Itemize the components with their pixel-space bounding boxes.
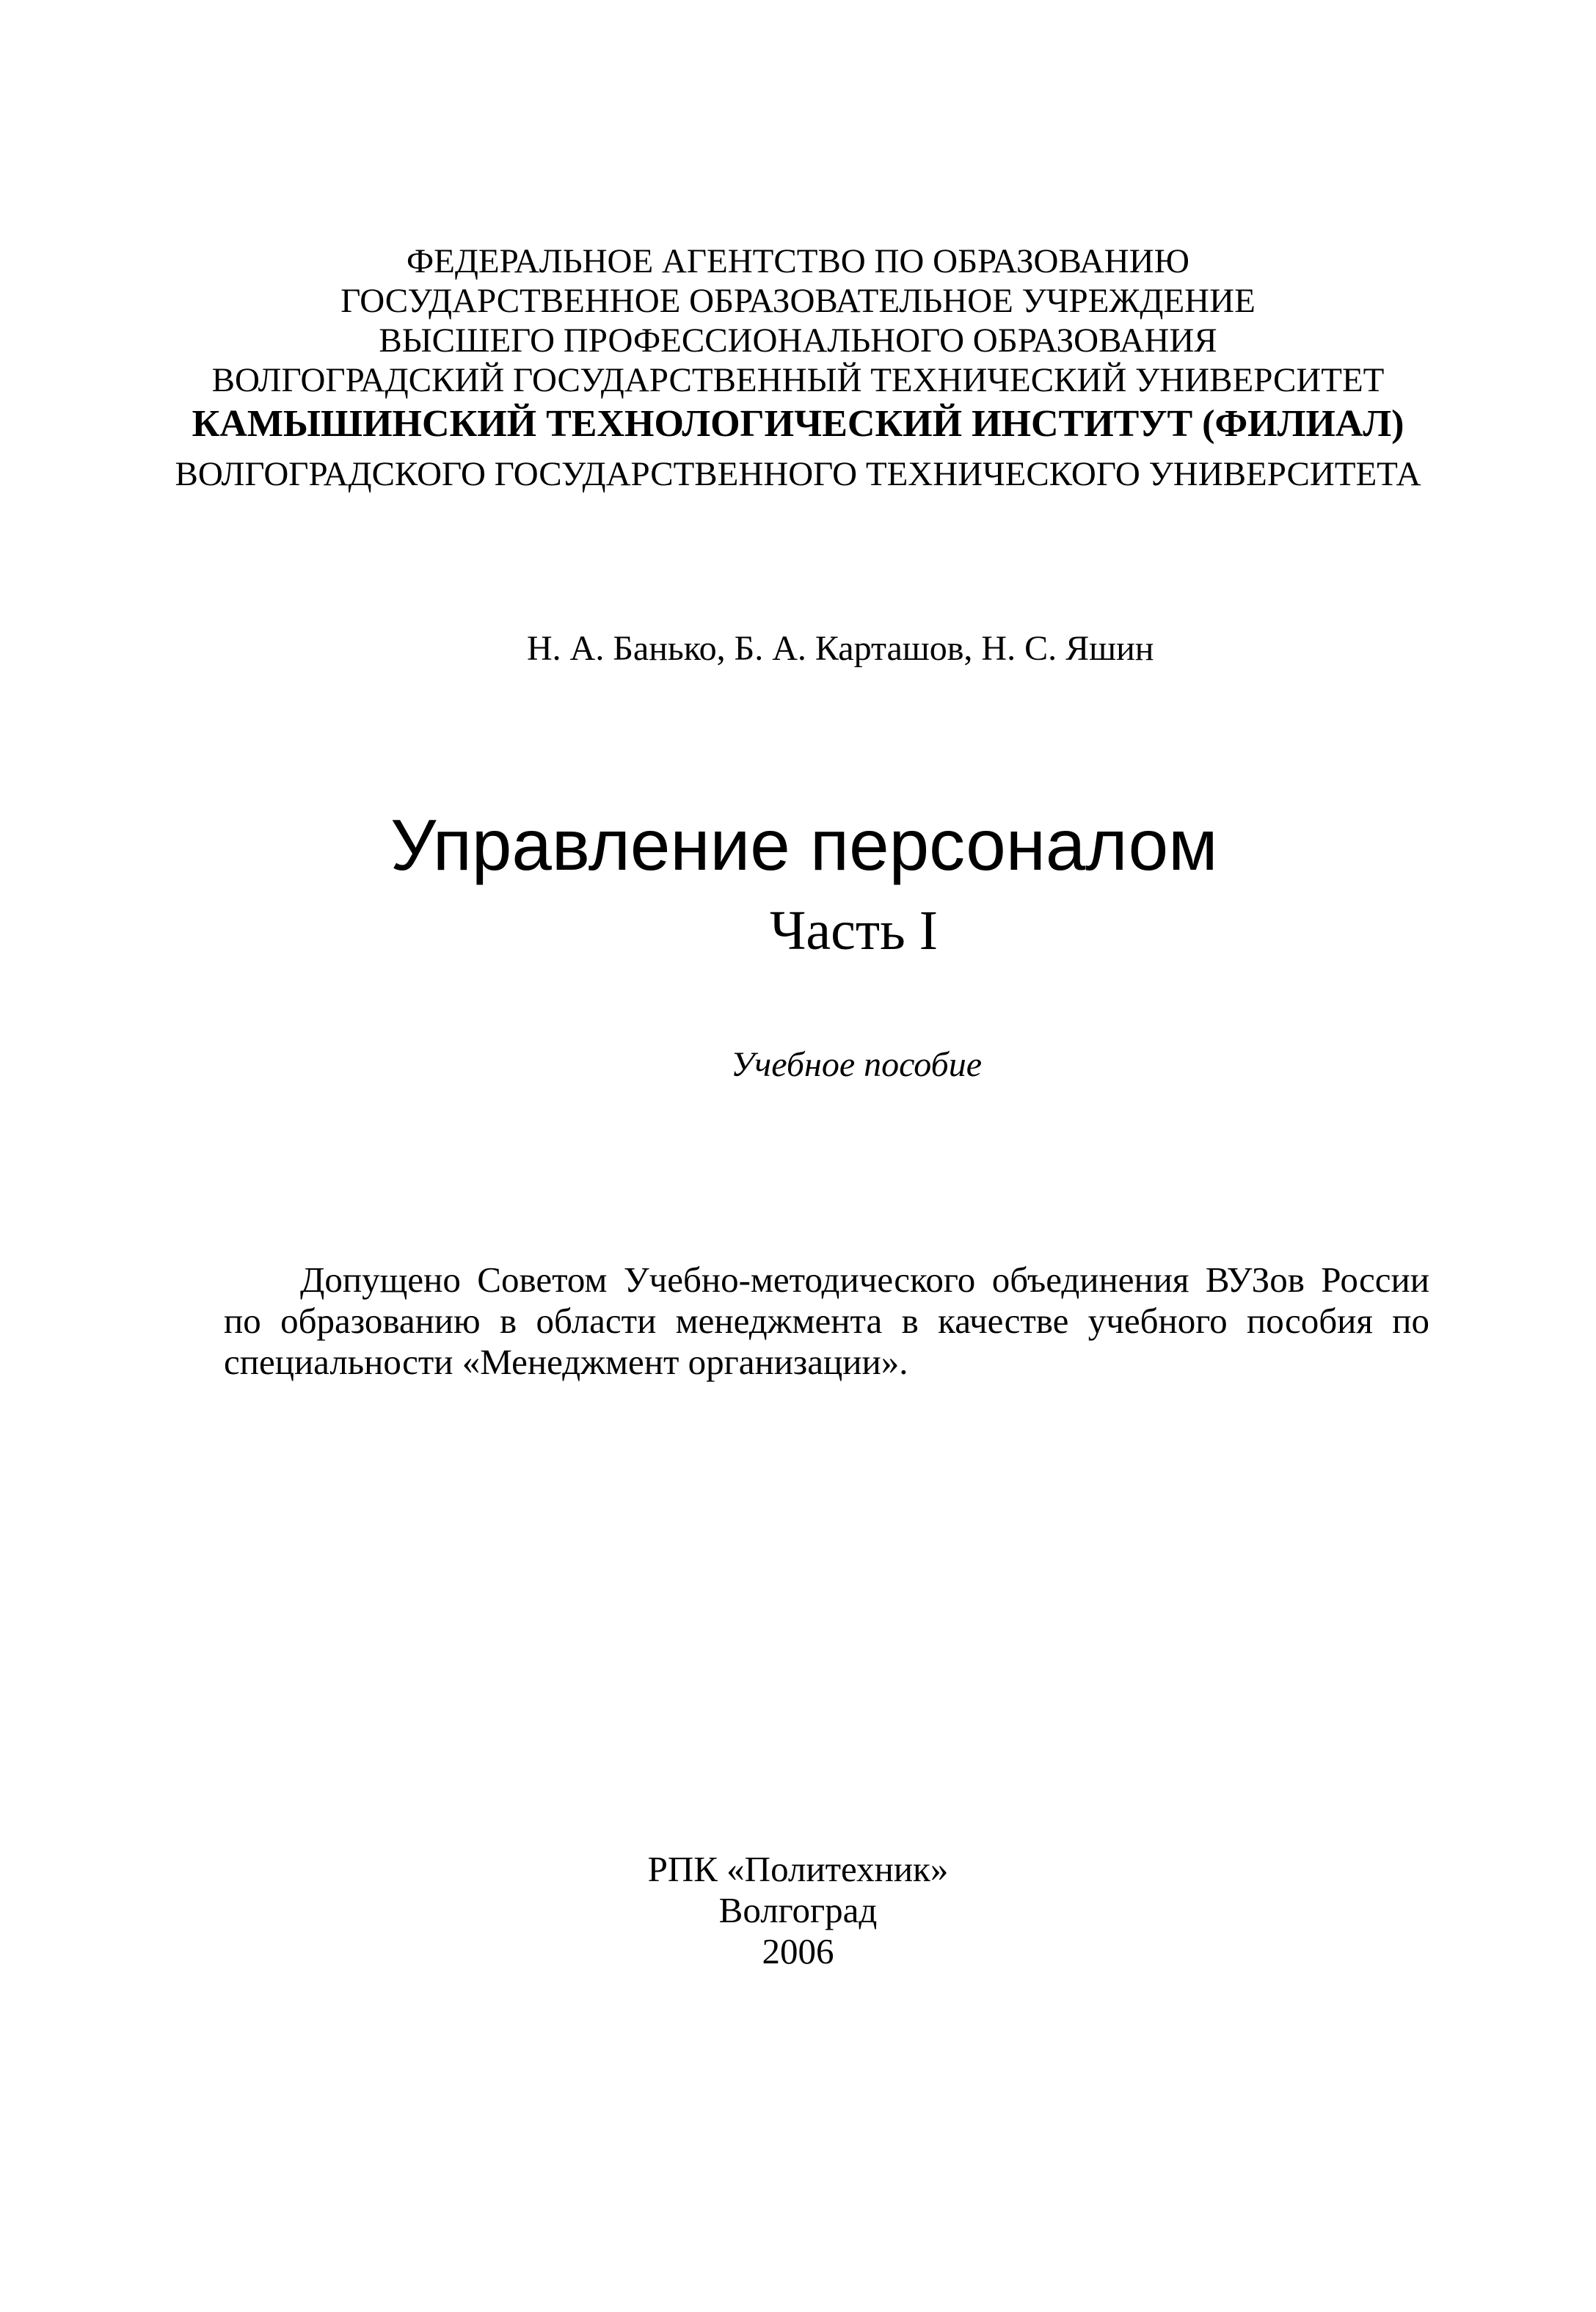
book-title: Управление персоналом — [390, 804, 1218, 885]
approval-statement: Допущено Советом Учебно-методического объединения ВУЗов России по образованию в области менеджмента в качестве учебного пособия по специальности «Менеджмент организации». — [224, 1259, 1429, 1382]
header-university: ВОЛГОГРАДСКИЙ ГОСУДАРСТВЕННЫЙ ТЕХНИЧЕСКИЙ УНИВЕРСИТЕТ — [211, 361, 1385, 399]
header-institute: КАМЫШИНСКИЙ ТЕХНОЛОГИЧЕСКИЙ ИНСТИТУТ (ФИЛИАЛ) — [192, 403, 1404, 445]
publisher-name: РПК «Политехник» — [647, 1849, 949, 1889]
book-part: Часть I — [770, 900, 939, 961]
publisher-city: Волгоград — [718, 1890, 878, 1930]
header-education-level: ВЫСШЕГО ПРОФЕССИОНАЛЬНОГО ОБРАЗОВАНИЯ — [379, 321, 1217, 360]
book-subtitle: Учебное пособие — [731, 1045, 983, 1084]
header-university-genitive: ВОЛГОГРАДСКОГО ГОСУДАРСТВЕННОГО ТЕХНИЧЕСКОГО УНИВЕРСИТЕТА — [175, 455, 1421, 493]
authors: Н. А. Банько, Б. А. Карташов, Н. С. Яшин — [527, 629, 1154, 668]
header-institution-type: ГОСУДАРСТВЕННОЕ ОБРАЗОВАТЕЛЬНОЕ УЧРЕЖДЕНИЕ — [340, 282, 1256, 320]
header-agency: ФЕДЕРАЛЬНОЕ АГЕНТСТВО ПО ОБРАЗОВАНИЮ — [407, 242, 1189, 280]
publication-year: 2006 — [762, 1931, 834, 1971]
